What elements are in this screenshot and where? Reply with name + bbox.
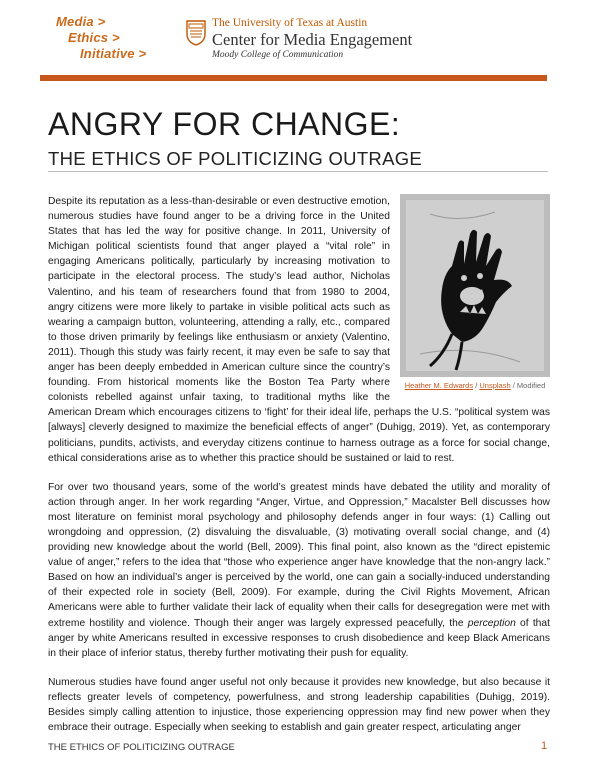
article-figure bbox=[400, 194, 550, 393]
university-name: The University of Texas at Austin bbox=[212, 17, 368, 29]
page-title: ANGRY FOR CHANGE: bbox=[48, 106, 401, 142]
paragraph-3: Numerous studies have found anger useful not only because it provides new knowledge, but also because it reflects greater levels of competency, powerfulness, and strong leadership capabilities (Duhigg, 2019). Besides simply calling attention to injustice, those experiencing oppression may find new power when they embrace their outrage. Especially when seeking to establish and gain greater respect, articulating anger bbox=[48, 676, 550, 734]
credit-source-link[interactable]: Unsplash bbox=[479, 381, 511, 390]
paragraph-2-part-b: of that anger by white Americans resulted in excessive responses to crush disobedience and keep Black Americans in their place of inferior status, thereby further motivating their push for equality. bbox=[48, 617, 550, 659]
graffiti-hand-image bbox=[400, 194, 550, 377]
credit-author-link[interactable]: Heather M. Edwards bbox=[404, 381, 474, 390]
media-ethics-initiative-logo bbox=[56, 14, 146, 62]
article-body bbox=[48, 194, 550, 749]
page-header bbox=[0, 0, 600, 84]
cme-wordmark bbox=[212, 17, 412, 61]
credit-separator: / bbox=[473, 381, 480, 390]
paragraph-2 bbox=[48, 480, 550, 661]
mei-line-2: Ethics > bbox=[68, 30, 120, 45]
center-name: Center for Media Engagement bbox=[212, 30, 413, 49]
mei-line-3: Initiative > bbox=[80, 46, 147, 61]
page-subtitle: THE ETHICS OF POLITICIZING OUTRAGE bbox=[48, 148, 423, 169]
header-rule bbox=[40, 75, 547, 81]
subtitle-rule bbox=[48, 171, 548, 172]
paragraph-1: Despite its reputation as a less-than-desirable or even destructive emotion, numerous studies have found anger to be a driving force in the United States that has led the way for positive change. In 2011, University of Michigan political scientists found that anger played a “vital role” in engaging Americans politically, particularly by increasing motivation to participate in the electoral process. The study’s lead author, Nicholas Valentino, and his team of researchers found that from 1980 to 2004, angry citizens were more likely to partake in visible political acts such as wearing a campaign button, volunteering, attending a rally, etc., compared to those driven primarily by feelings like enthusiasm or anxiety (Valentino, 2011). Though this study was fairly recent, it may even be safe to say that anger has been deeply embedded in American culture since the country’s founding. From historical moments like the Boston Tea Party where colonists rebelled against unfair taxing, to traditional myths like the American Dream which encourages citizens to ‘fight’ for their ideal life, perhaps the U.S. “political system was [always] cleverly designed to maximize the beneficial effects of anger” (Duhigg, 2019). Yet, as contemporary politicians, pundits, activists, and everyday citizens continue to harness outrage as a force for social change, ethical considerations arise as to whether this practice should be sustained or laid to rest. bbox=[48, 196, 550, 464]
image-credit bbox=[400, 378, 550, 393]
college-name: Moody College of Communication bbox=[212, 50, 344, 60]
page-number: 1 bbox=[541, 740, 548, 752]
footer-title: THE ETHICS OF POLITICIZING OUTRAGE bbox=[48, 742, 235, 753]
ut-seal-icon bbox=[186, 20, 206, 46]
emphasis-perception: perception bbox=[467, 617, 516, 629]
paragraph-2-part-a: For over two thousand years, some of the world’s greatest minds have debated the utility and morality of action through anger. In her work regarding “Anger, Virtue, and Oppression,” Macalster Bell discusses how most literature on feminist moral psychology and philosophy defends anger in four ways: (1) Calling out wrongdoing and oppression, (2) disvaluing the disvaluable, (3) motivating overall social change, and (4) providing new knowledge about the world (Bell, 2009). This final point, also known as the “direct epistemic value of anger,” refers to the idea that “those who experience anger have knowledge that the non-angry lack.” Based on how an individual’s anger is perceived by the world, one can gain a socially-induced understanding of their expected role in society (Bell, 2009). For example, during the Civil Rights Movement, African Americans were able to further validate their lack of equality when their calls for desegregation were met with extreme hostility and violence. Though their anger was largely expressed peacefully, the bbox=[48, 481, 550, 629]
mei-line-1: Media > bbox=[56, 14, 106, 29]
credit-suffix: / Modified bbox=[510, 381, 546, 390]
